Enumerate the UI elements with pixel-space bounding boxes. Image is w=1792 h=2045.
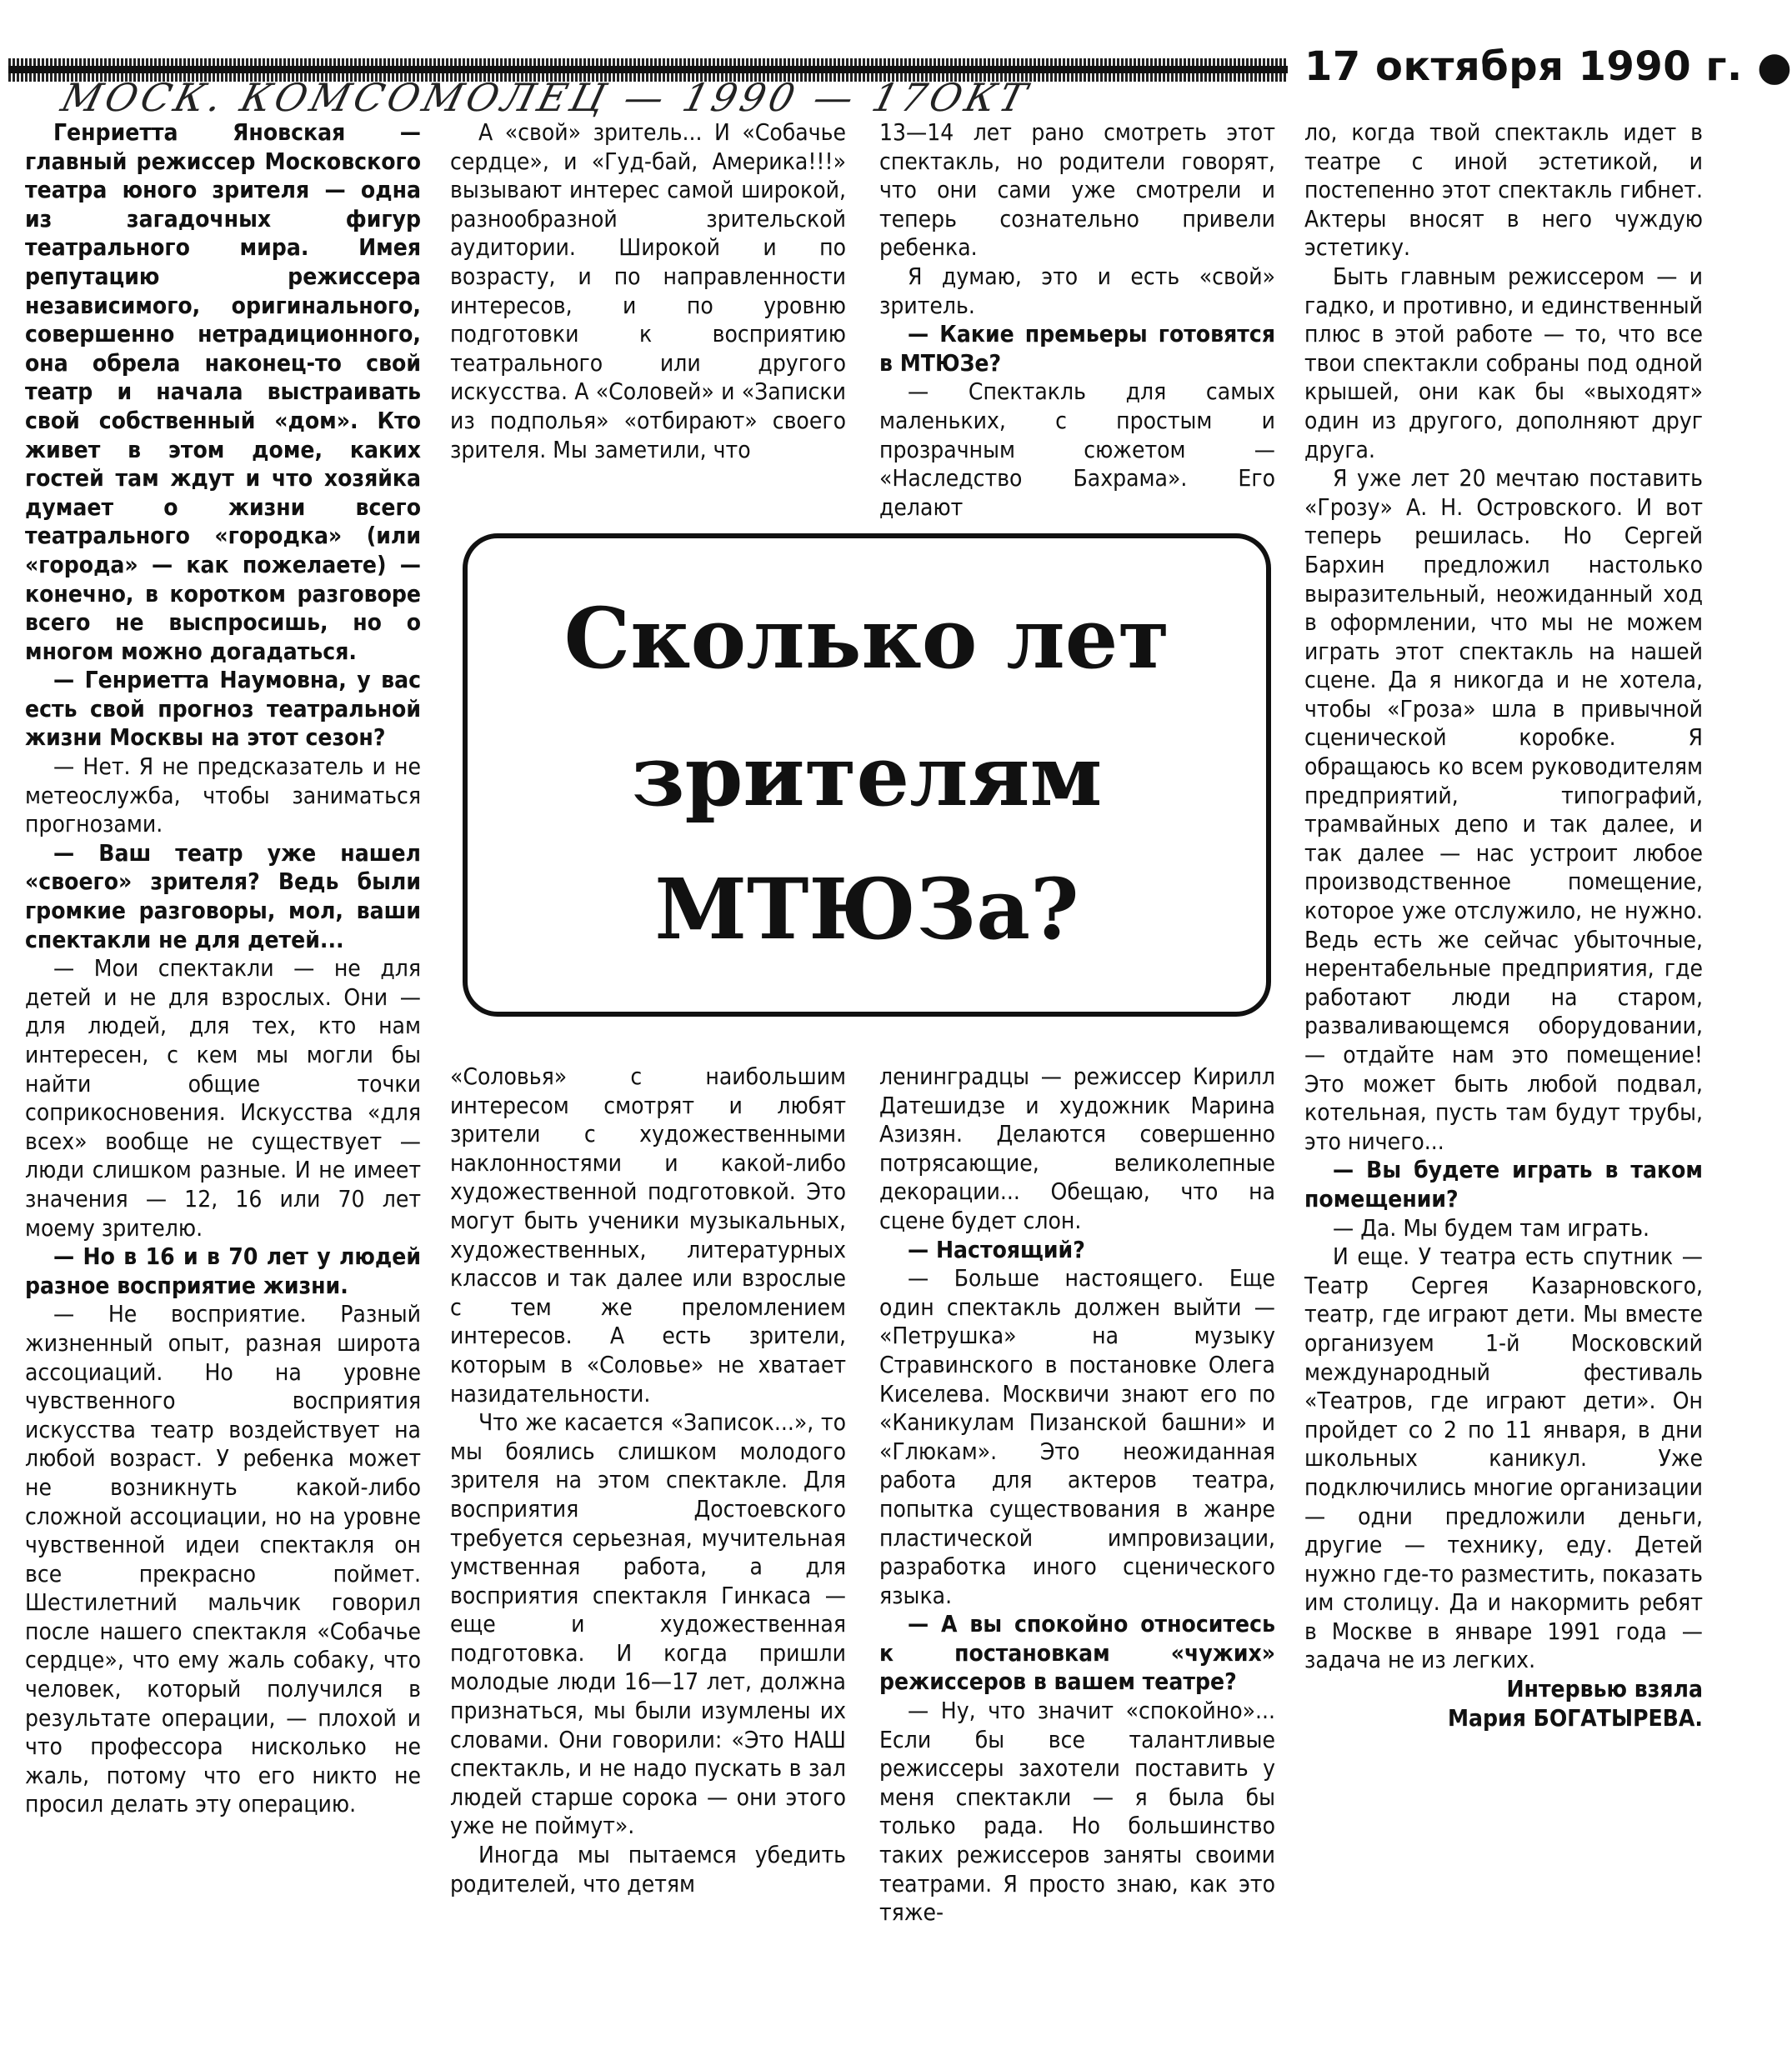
headline-frame — [463, 533, 1271, 1017]
answer: — Больше настоящего. Еще один спектакль должен выйти — «Петрушка» на музыку Стравинского в постановке Олега Киселева. Москвичи знают его по «Каникулам Пизанской башни» и «Глюкам». Это неожиданная работа для актеров театра, попытка существования в жанре пластической импровизации, разработка иного сценического языка. — [879, 1264, 1275, 1609]
paragraph: И еще. У театра есть спутник — Театр Сергея Казарновского, театр, где играют дети. Мы вместе организуем 1-й Московский международный фестиваль «Театров, где играют дети». Он пройдет со 2 по 11 января, в дни школьных каникул. Уже подключились многие организации — одни предложили деньги, другие — технику, еду. Детей нужно где-то разместить, показать им столицу. Да и накормить ребят в Москве в январе 1991 года — задача не из легких. — [1304, 1242, 1703, 1674]
paragraph: 13—14 лет рано смотреть этот спектакль, но родители говорят, что они сами уже смотрели и теперь сознательно привели ребенка. — [879, 118, 1275, 262]
answer: — Не восприятие. Разный жизненный опыт, разная широта ассоциаций. Но на уровне чувственного восприятия искусства театр воздействует на любой возраст. У ребенка может не возникнуть какой-либо сложной ассоциации, но на уровне чувственной идеи спектакля он все прекрасно поймет. Шестилетний мальчик говорил после нашего спектакля «Собачье сердце», что ему жаль собаку, что человек, который получился в результате операции, — плохой и что профессора нисколько не жаль, потому что его никто не просил делать эту операцию. — [25, 1300, 421, 1818]
paragraph: «Соловья» с наибольшим интересом смотрят и любят зрители с художественными наклонностями и какой-либо художественной подготовкой. Это могут быть ученики музыкальных, художественных, литературных классов и так далее или взрослые с тем же преломлением интересов. А есть зрители, которым в «Соловье» не хватает назидательности. — [450, 1062, 846, 1408]
question: — А вы спокойно относитесь к постановкам «чужих» режиссеров в вашем театре? — [879, 1610, 1275, 1696]
paragraph: ло, когда твой спектакль идет в театре с иной эстетикой, и постепенно этот спектакль гибнет. Актеры вносят в него чуждую эстетику. — [1304, 118, 1703, 262]
answer: — Мои спектакли — не для детей и не для взрослых. Они — для людей, для тех, кто нам интересен, с кем мы могли бы найти общие точки соприкосновения. Искусства «для всех» вообще не существует — люди слишком разные. И не имеет значения — 12, 16 или 70 лет моему зрителю. — [25, 954, 421, 1242]
paragraph: ленинградцы — режиссер Кирилл Датешидзе и художник Марина Азизян. Делаются совершенно потрясающие, великолепные декорации... Обещаю, что на сцене будет слон. — [879, 1062, 1275, 1234]
paragraph: Иногда мы пытаемся убедить родителей, что детям — [450, 1841, 846, 1898]
answer: — Нет. Я не предсказатель и не метеослужба, чтобы заниматься прогнозами. — [25, 752, 421, 838]
answer: — Да. Мы будем там играть. — [1333, 1213, 1649, 1242]
byline-author: Мария БОГАТЫРЕВА. — [1447, 1703, 1703, 1732]
article-column-2-bottom — [450, 1062, 846, 1898]
question: — Вы будете играть в таком помещении? — [1304, 1156, 1703, 1212]
question: — Настоящий? — [908, 1235, 1085, 1263]
question: — Но в 16 и в 70 лет у людей разное восприятие жизни. — [25, 1242, 421, 1299]
article-column-3-bottom — [879, 1062, 1275, 1928]
article-column-2-top — [450, 118, 846, 464]
article-column-1 — [25, 118, 421, 1819]
question: — Какие премьеры готовятся в МТЮЗе? — [879, 320, 1275, 377]
answer: — Спектакль для самых маленьких, с простым и прозрачным сюжетом — «Наследство Бахрама». Его делают — [879, 378, 1275, 521]
headline-line-2: зрителям — [631, 727, 1103, 825]
article-column-3-top — [879, 118, 1275, 522]
question: — Ваш театр уже нашел «своего» зрителя? Ведь были громкие разговоры, мол, ваши спектакли не для детей... — [25, 838, 421, 953]
lead-paragraph: Генриетта Яновская — главный режиссер Московского театра юного зрителя — одна из загадочных фигур театрального мира. Имея репутацию режиссера независимого, оригинального, совершенно нетрадиционного, она обрела наконец-то свой театр и начала выстраивать свой собственный «дом». Кто живет в этом доме, каких гостей там ждут и что хозяйка думает о жизни всего театрального «городка» (или «города» — как пожелаете) — конечно, в коротком разговоре всего не выспросишь, но о многом можно догадаться. — [25, 118, 421, 665]
issue-date: 17 октября 1990 г. ● — [1304, 43, 1792, 90]
article-column-4 — [1304, 118, 1703, 1732]
answer: — Ну, что значит «спокойно»... Если бы все талантливые режиссеры захотели поставить у меня спектакли — я была бы только рада. Но большинство таких режиссеров заняты своими театрами. Я просто знаю, как это тяже- — [879, 1697, 1275, 1927]
byline-label: Интервью взяла — [1506, 1675, 1703, 1703]
paragraph: Что же касается «Записок...», то мы боялись слишком молодого зрителя на этом спектакле. Для восприятия Достоевского требуется серьезная, мучительная умственная работа, а для восприятия спектакля Гинкаса — еще и художественная подготовка. И когда пришли молодые люди 16—17 лет, должна признаться, мы были изумлены их словами. Они говорили: «Это НАШ спектакль, и не надо пускать в зал людей старше сорока — они этого уже не поймут». — [450, 1408, 846, 1840]
paragraph: Быть главным режиссером — и гадко, и противно, и единственный плюс в этой работе — то, что все твои спектакли собраны под одной крышей, они как бы «выходят» один из другого, дополняют друг друга. — [1304, 262, 1703, 463]
paragraph: Я уже лет 20 мечтаю поставить «Грозу» А. Н. Островского. И вот теперь решилась. Но Сергей Бархин предложил настолько выразительный, неожиданный ход в оформлении, что мы не можем играть этот спектакль на нашей сцене. Да я никогда и не хотела, чтобы «Гроза» шла в привычной сценической коробке. Я обращаюсь ко всем руководителям предприятий, типографий, трамвайных депо и так далее, и так далее — нас устроит любое производственное помещение, которое уже отслужило, не нужно. Ведь есть же сейчас убыточные, нерентабельные предприятия, где работают люди на старом, разваливающемся оборудовании, — отдайте нам это помещение! Это может быть любой подвал, котельная, пусть там будут трубы, это ничего... — [1304, 464, 1703, 1155]
handwritten-source-note: МОСК. КОМСОМОЛЕЦ — 1990 — 17ОКТ — [57, 75, 1035, 120]
headline-line-3: МТЮЗа? — [654, 860, 1079, 958]
paragraph: Я думаю, это и есть «свой» зритель. — [879, 262, 1275, 319]
question: — Генриетта Наумовна, у вас есть свой прогноз театральной жизни Москвы на этот сезон? — [25, 666, 421, 752]
paragraph: А «свой» зритель... И «Собачье сердце», и «Гуд-бай, Америка!!!» вызывают интерес самой широкой, разнообразной зрительской аудитории. Широкой и по возрасту, и по направленности интересов, и по уровню подготовки к восприятию театрального или другого искусства. А «Соловей» и «Записки из подполья» «отбирают» своего зрителя. Мы заметили, что — [450, 118, 846, 463]
headline-line-1: Сколько лет — [563, 589, 1170, 688]
